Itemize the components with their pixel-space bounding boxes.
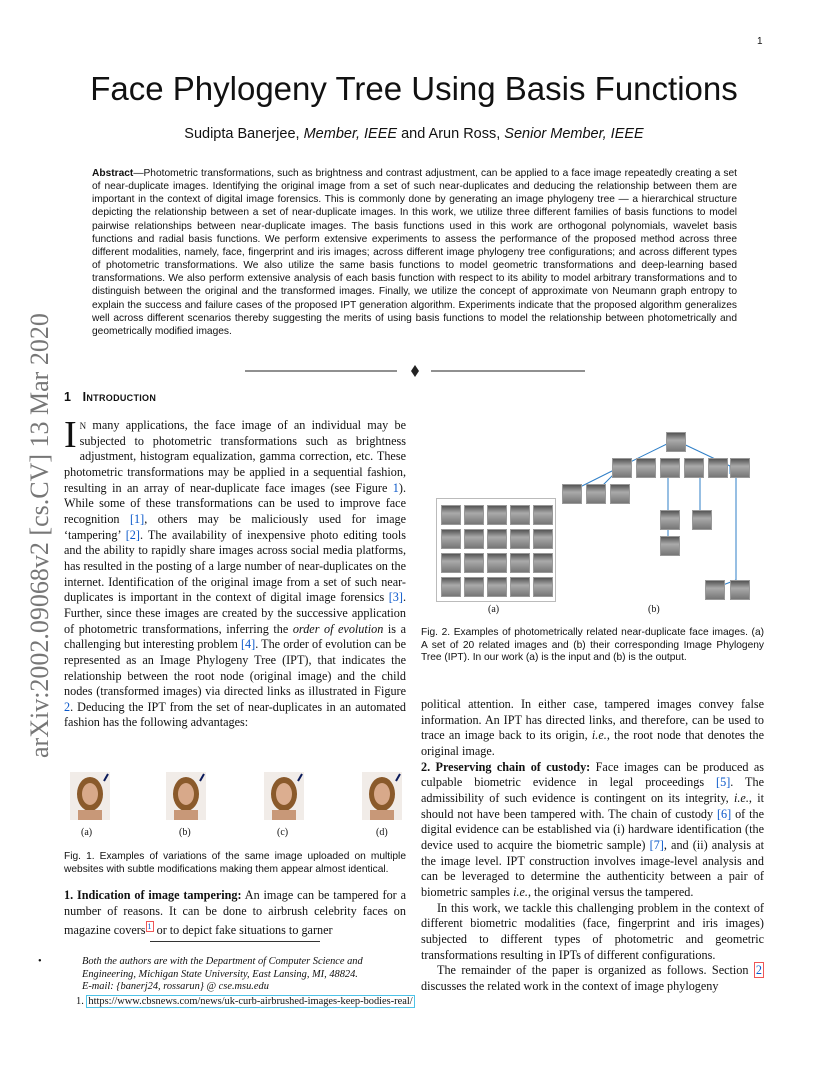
paragraph-political-attention: political attention. In either case, tampered images convey false information. An IPT has directed links, and therefore, can be used to trace an image back to its origin, i.e., the root node that denotes the original image. [421, 697, 765, 758]
grid-face-thumbnail [441, 505, 461, 525]
citation-1[interactable]: [1] [129, 511, 145, 526]
citation-2[interactable]: [2] [125, 527, 140, 542]
fig1-sublabel-b: (b) [179, 827, 191, 838]
fig2-sublabel-b: (b) [648, 604, 660, 615]
author-line [0, 126, 828, 142]
arxiv-stamp [10, 280, 60, 760]
email-text: E-mail: {banerj24, rossarun} @ cse.msu.edu [82, 981, 269, 993]
fig2-sublabel-a: (a) [488, 604, 500, 615]
tree-node [692, 510, 712, 530]
grid-face-thumbnail [441, 529, 461, 549]
tree-node [562, 484, 582, 504]
figure-1-images [64, 772, 406, 822]
tree-node [684, 458, 704, 478]
abstract-label: Abstract [92, 168, 134, 179]
grid-face-thumbnail [487, 577, 507, 597]
citation-5[interactable]: [5] [716, 775, 731, 790]
ref-section-2[interactable]: 2 [755, 963, 762, 978]
item-2-heading: 2. Preserving chain of custody: [421, 759, 591, 774]
item-2-paragraph: 2. Preserving chain of custody: Face images can be produced as culpable biometric evidence in legal proceedings [5]. The admissibility of such evidence is contingent on its integrity, i.e., it should not have been tampered with. The chain of custody [6] of the digital evidence can be established via (i) hardware identification (the device used to acquire the biometric sample) [7], and (ii) analysis at the image level. IPT construction involves image-level analysis and can be leveraged to determine the authenticity between a pair of biometric samples i.e., the original versus the tampered. [421, 759, 765, 899]
paragraph-remainder: The remainder of the paper is organized as follows. Section 2 discusses the related work in the context of image phylogeny [421, 963, 762, 993]
figure-2b-phylogeny-tree [560, 430, 760, 605]
ref-figure-1[interactable]: 1 [392, 480, 399, 495]
fig1-sublabel-c: (c) [277, 827, 289, 838]
citation-6[interactable]: [6] [717, 806, 732, 821]
tree-node [660, 510, 680, 530]
author-2: and Arun Ross, [401, 126, 501, 142]
item-1-heading: 1. Indication of image tampering: [64, 888, 242, 902]
tree-node [660, 536, 680, 556]
section-number: 1 [64, 390, 72, 404]
tree-node [708, 458, 728, 478]
face-photo-d [362, 772, 402, 820]
footnote-rule [150, 941, 320, 942]
figure-2a-image-grid [436, 498, 556, 602]
footnote-ref-1[interactable]: 1 [147, 922, 152, 932]
footnote-affiliation [38, 956, 407, 994]
abstract-text: —Photometric transformations, such as brightness and contrast adjustment, can be applied to a face image repeatedly creating a set of near-duplicate images. Identifying the original image from a set of such near-duplicates and deducing the relationship between them are important in the context of digital image forensics. This is commonly done by generating an image phylogeny tree — a hierarchical structure depicting the relationship between a set of near-duplicate images. In this work, we utilize three different families of basis functions to model pairwise relationships between near-duplicate images. The basis functions used in this work are orthogonal polynomials, wavelet basis functions and radial basis functions. We perform extensive experiments to assess the performance of the proposed method across three different modalities, namely, face, fingerprint and iris images; across different image phylogeny tree configurations; and across different types of photometric transformations. We also utilize the same basis functions to model geometric transformations and deep-learning based transformations. We also perform extensive analysis of each basis function with respect to its ability to model arbitrary transformations and to distinguish between the original and the transformed images. Finally, we utilize the concept of approximate von Neumann graph entropy to explain the success and failure cases of the proposed IPT generation algorithm. Experiments indicate that the proposed algorithm generalizes well across different scenarios thereby suggesting the merits of using basis functions to model the relationship between photometrically and geometrically modified images. [92, 168, 737, 337]
grid-face-thumbnail [510, 553, 530, 573]
arxiv-stamp-text: arXiv:2002.09068v2 [cs.CV] 13 Mar 2020 [25, 313, 54, 758]
face-photo-c [264, 772, 304, 820]
citation-7[interactable]: [7] [649, 837, 664, 852]
figure-1-caption: Fig. 1. Examples of variations of the same image uploaded on multiple websites with subtle modifications making them appear almost identical. [64, 851, 406, 875]
affiliation-text: Both the authors are with the Department of Computer Science and Engineering, Michigan State University, East Lansing, MI, 48824. [82, 956, 363, 980]
fig1-sublabel-a: (a) [81, 827, 93, 838]
paper-title: Face Phylogeny Tree Using Basis Functions [90, 70, 738, 107]
page-number: 1 [757, 36, 763, 47]
section-heading-introduction [64, 390, 156, 404]
grid-face-thumbnail [510, 505, 530, 525]
tree-node [730, 458, 750, 478]
separator-diamond-icon [245, 365, 585, 377]
grid-face-thumbnail [487, 553, 507, 573]
face-photo-a [70, 772, 110, 820]
footnote-1 [76, 996, 415, 1007]
paragraph-this-work: In this work, we tackle this challenging problem in the context of different biometric modalities (face, fingerprint and iris images) subjected to different types of photometric and geometric transformations resulting in IPTs of different configurations. [421, 900, 764, 962]
citation-4[interactable]: [4] [240, 637, 256, 652]
figure-2-caption: Fig. 2. Examples of photometrically related near-duplicate face images. (a) A set of 20 related images and (b) their corresponding Image Phylogeny Tree (IPT). In our work (a) is the input and (b) is the output. [421, 627, 764, 663]
author-1-role: Member, IEEE [303, 126, 398, 142]
footnote-url-link[interactable]: https://www.cbsnews.com/news/uk-curb-airbrushed-images-keep-bodies-real/ [88, 996, 413, 1007]
tree-node [586, 484, 606, 504]
grid-face-thumbnail [510, 577, 530, 597]
right-column-text [421, 697, 764, 994]
tree-node-root [666, 432, 686, 452]
grid-face-thumbnail [533, 553, 553, 573]
fig1-sublabel-d: (d) [376, 827, 388, 838]
citation-3[interactable]: [3] [388, 590, 403, 605]
intro-first-word: n [79, 418, 87, 432]
section-title: Introduction [82, 390, 157, 404]
bullet-icon: • [38, 956, 42, 967]
face-photo-b [166, 772, 206, 820]
tree-node [730, 580, 750, 600]
grid-face-thumbnail [441, 553, 461, 573]
intro-paragraph: In many applications, the face image of an individual may be subjected to photometric transformations such as brightness adjustment, histogram equalization, gamma correction, etc. These photometric transformations may be applied in a sequential fashion, resulting in an array of near-duplicate face images (see Figure 1). While some of these transformations can be used to improve face recognition [1], others may be maliciously used for image ‘tampering’ [2]. The availability of inexpensive photo editing tools and the ability to rapidly share images across social media platforms, has resulted in the posting of a large number of near-duplicates on the internet. Identification of the original image from a set of such near-duplicates is important in the context of digital image forensics [3]. Further, since these images are created by the successive application of photometric transformations, inferring the order of evolution is a challenging but interesting problem [4]. The order of evolution can be represented as an Image Phylogeny Tree (IPT), that indicates the relationship between the root node (original image) and the child nodes (transformed images) via directed links as illustrated in Figure 2. Deducing the IPT from the set of near-duplicates in an automated fashion has the following advantages: [64, 414, 406, 730]
tree-node [660, 458, 680, 478]
footnote-number: 1. [76, 996, 84, 1007]
author-1: Sudipta Banerjee, [184, 126, 300, 142]
grid-face-thumbnail [487, 529, 507, 549]
item-1-paragraph: 1. Indication of image tampering: An image can be tampered for a number of reasons. It can be done to airbrush celebrity faces on magazine covers $^1$ or to depict fake situations to garner [64, 888, 406, 938]
tree-node [705, 580, 725, 600]
tree-node [610, 484, 630, 504]
tree-node [612, 458, 632, 478]
grid-face-thumbnail [464, 505, 484, 525]
grid-face-thumbnail [464, 529, 484, 549]
grid-face-thumbnail [487, 505, 507, 525]
grid-face-thumbnail [464, 577, 484, 597]
grid-face-thumbnail [533, 529, 553, 549]
tree-node [636, 458, 656, 478]
grid-face-thumbnail [441, 577, 461, 597]
grid-face-thumbnail [533, 577, 553, 597]
grid-face-thumbnail [464, 553, 484, 573]
grid-face-thumbnail [510, 529, 530, 549]
author-2-role: Senior Member, IEEE [504, 126, 644, 142]
ref-figure-2[interactable]: 2 [64, 699, 71, 714]
section-separator [245, 364, 585, 376]
abstract [92, 167, 737, 338]
dropcap: I [64, 414, 77, 456]
grid-face-thumbnail [533, 505, 553, 525]
